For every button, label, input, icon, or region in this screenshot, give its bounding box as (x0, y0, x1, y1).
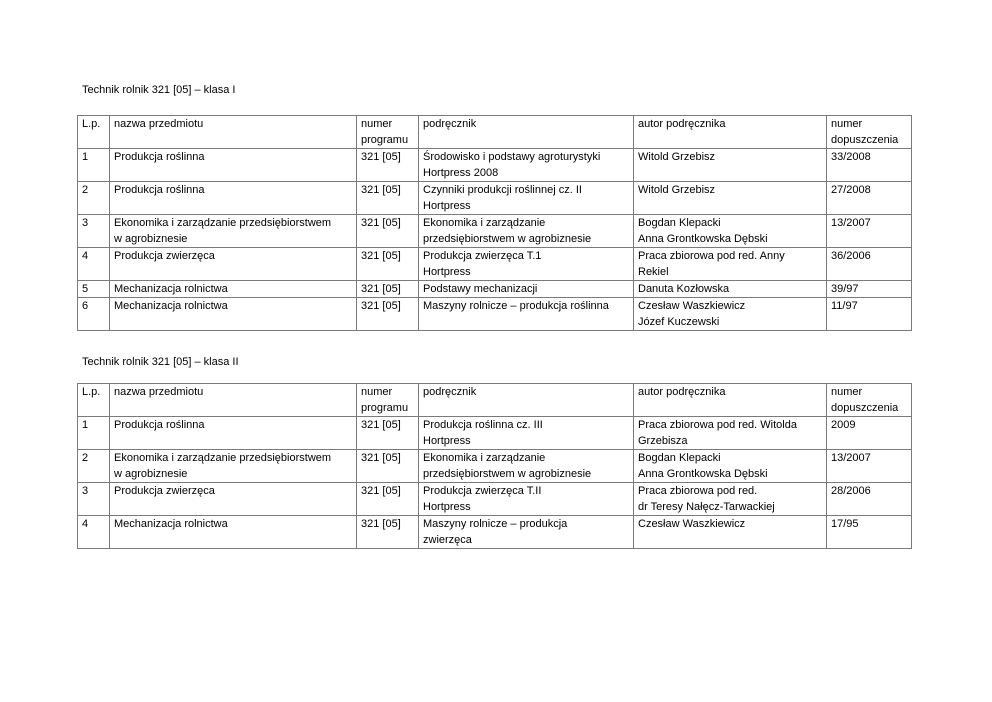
cell-approval-number-text: 17/95 (831, 518, 859, 530)
cell-author (634, 182, 827, 215)
header-approval-number: numer dopuszczenia (827, 116, 912, 149)
cell-textbook-text: Ekonomika i zarządzanie przedsiębiorstwem w agrobiznesie (423, 452, 592, 480)
cell-lp-text: 1 (82, 419, 89, 431)
cell-lp-text: 3 (82, 485, 89, 497)
header-author: autor podręcznika (634, 116, 827, 149)
cell-approval-number (827, 483, 912, 516)
cell-program-number-text: 321 [05] (361, 184, 401, 196)
cell-textbook (419, 483, 634, 516)
cell-textbook (419, 215, 634, 248)
cell-subject (110, 298, 357, 331)
cell-subject-text: Mechanizacja rolnictwa (114, 300, 228, 312)
cell-approval-number-text: 11/97 (831, 300, 858, 312)
cell-program-number (357, 182, 419, 215)
cell-lp (78, 483, 110, 516)
header-textbook: podręcznik (419, 116, 634, 149)
table-row (78, 149, 912, 182)
header-textbook: podręcznik (419, 384, 634, 417)
cell-lp (78, 182, 110, 215)
cell-program-number (357, 281, 419, 298)
cell-subject (110, 417, 357, 450)
cell-program-number-text: 321 [05] (361, 518, 401, 530)
cell-lp-text: 2 (82, 452, 89, 464)
textbook-table-klasa-1 (77, 115, 912, 331)
cell-subject (110, 182, 357, 215)
cell-program-number-text: 321 [05] (361, 419, 401, 431)
header-approval-number: numer dopuszczenia (827, 384, 912, 417)
cell-subject-text: Mechanizacja rolnictwa (114, 283, 228, 295)
cell-author-text: Danuta Kozłowska (638, 283, 730, 295)
cell-lp-text: 1 (82, 151, 89, 163)
table-header-row (78, 116, 912, 149)
header-lp: L.p. (78, 116, 110, 149)
cell-approval-number (827, 248, 912, 281)
cell-program-number (357, 298, 419, 331)
cell-approval-number (827, 298, 912, 331)
cell-lp-text: 3 (82, 217, 89, 229)
cell-lp (78, 248, 110, 281)
cell-textbook-text: Produkcja zwierzęca T.II Hortpress (423, 485, 542, 513)
cell-lp (78, 281, 110, 298)
cell-approval-number (827, 182, 912, 215)
cell-approval-number-text: 2009 (831, 419, 856, 431)
cell-program-number (357, 215, 419, 248)
cell-author-text: Witold Grzebisz (638, 184, 716, 196)
header-program-number: numer programu (357, 384, 419, 417)
cell-program-number-text: 321 [05] (361, 217, 401, 229)
cell-approval-number-text: 13/2007 (831, 452, 871, 464)
cell-program-number-text: 321 [05] (361, 250, 401, 262)
cell-textbook (419, 248, 634, 281)
cell-textbook-text: Podstawy mechanizacji (423, 283, 538, 295)
cell-textbook (419, 298, 634, 331)
cell-author (634, 149, 827, 182)
cell-subject-text: Ekonomika i zarządzanie przedsiębiorstwem w agrobiznesie (114, 217, 332, 245)
table-row (78, 248, 912, 281)
cell-subject-text: Produkcja zwierzęca (114, 485, 215, 497)
cell-approval-number (827, 215, 912, 248)
cell-approval-number-text: 27/2008 (831, 184, 871, 196)
cell-program-number-text: 321 [05] (361, 283, 401, 295)
cell-author-text: Bogdan Klepacki Anna Grontkowska Dębski (638, 452, 768, 480)
cell-lp-text: 2 (82, 184, 89, 196)
section-title-klasa-1: Technik rolnik 321 [05] – klasa I (82, 84, 236, 96)
cell-textbook (419, 281, 634, 298)
cell-author (634, 417, 827, 450)
cell-program-number-text: 321 [05] (361, 151, 401, 163)
cell-author (634, 281, 827, 298)
table-row (78, 298, 912, 331)
cell-program-number-text: 321 [05] (361, 452, 401, 464)
cell-subject (110, 149, 357, 182)
cell-lp (78, 149, 110, 182)
cell-program-number (357, 149, 419, 182)
cell-author-text: Czesław Waszkiewicz Józef Kuczewski (638, 300, 746, 328)
cell-author (634, 450, 827, 483)
cell-program-number-text: 321 [05] (361, 300, 401, 312)
cell-program-number (357, 450, 419, 483)
cell-lp (78, 417, 110, 450)
textbook-table-klasa-2 (77, 383, 912, 549)
cell-textbook-text: Czynniki produkcji roślinnej cz. II Hortpress (423, 184, 582, 212)
header-lp: L.p. (78, 384, 110, 417)
cell-subject (110, 483, 357, 516)
table-row (78, 215, 912, 248)
cell-lp-text: 6 (82, 300, 89, 312)
cell-textbook-text: Ekonomika i zarządzanie przedsiębiorstwem w agrobiznesie (423, 217, 592, 245)
cell-textbook-text: Produkcja roślinna cz. III Hortpress (423, 419, 543, 447)
table-row (78, 483, 912, 516)
cell-textbook-text: Maszyny rolnicze – produkcja roślinna (423, 300, 609, 312)
section-title-klasa-2: Technik rolnik 321 [05] – klasa II (82, 356, 239, 368)
table-row (78, 450, 912, 483)
cell-approval-number-text: 28/2006 (831, 485, 871, 497)
cell-author-text: Praca zbiorowa pod red. Anny Rekiel (638, 250, 785, 278)
cell-subject-text: Produkcja roślinna (114, 419, 205, 431)
cell-lp-text: 4 (82, 518, 89, 530)
cell-textbook (419, 516, 634, 549)
cell-program-number (357, 417, 419, 450)
cell-textbook (419, 417, 634, 450)
header-subject: nazwa przedmiotu (110, 116, 357, 149)
cell-textbook-text: Maszyny rolnicze – produkcja zwierzęca (423, 518, 568, 546)
cell-textbook (419, 450, 634, 483)
cell-author (634, 298, 827, 331)
cell-textbook (419, 149, 634, 182)
cell-author-text: Bogdan Klepacki Anna Grontkowska Dębski (638, 217, 768, 245)
cell-textbook (419, 182, 634, 215)
cell-approval-number (827, 516, 912, 549)
cell-program-number (357, 516, 419, 549)
cell-subject (110, 215, 357, 248)
cell-subject (110, 516, 357, 549)
cell-approval-number (827, 149, 912, 182)
cell-author (634, 483, 827, 516)
cell-approval-number (827, 450, 912, 483)
cell-subject-text: Produkcja roślinna (114, 151, 205, 163)
cell-subject (110, 281, 357, 298)
cell-author-text: Praca zbiorowa pod red. Witolda Grzebisza (638, 419, 797, 447)
cell-author-text: Witold Grzebisz (638, 151, 716, 163)
cell-approval-number-text: 13/2007 (831, 217, 871, 229)
cell-program-number (357, 483, 419, 516)
cell-author (634, 248, 827, 281)
cell-lp-text: 4 (82, 250, 89, 262)
cell-approval-number (827, 281, 912, 298)
table-row (78, 281, 912, 298)
header-author: autor podręcznika (634, 384, 827, 417)
cell-author-text: Czesław Waszkiewicz (638, 518, 746, 530)
cell-approval-number-text: 36/2006 (831, 250, 871, 262)
cell-program-number-text: 321 [05] (361, 485, 401, 497)
cell-subject-text: Ekonomika i zarządzanie przedsiębiorstwem w agrobiznesie (114, 452, 332, 480)
header-subject: nazwa przedmiotu (110, 384, 357, 417)
cell-approval-number-text: 39/97 (831, 283, 859, 295)
cell-approval-number-text: 33/2008 (831, 151, 871, 163)
table-row (78, 417, 912, 450)
cell-author-text: Praca zbiorowa pod red. dr Teresy Nałęcz-Tarwackiej (638, 485, 775, 513)
cell-subject-text: Produkcja zwierzęca (114, 250, 215, 262)
cell-lp (78, 298, 110, 331)
cell-lp (78, 215, 110, 248)
cell-textbook-text: Środowisko i podstawy agroturystyki Hortpress 2008 (423, 151, 601, 179)
cell-subject (110, 248, 357, 281)
cell-approval-number (827, 417, 912, 450)
table-header-row (78, 384, 912, 417)
cell-textbook-text: Produkcja zwierzęca T.1 Hortpress (423, 250, 542, 278)
cell-author (634, 215, 827, 248)
table-row (78, 182, 912, 215)
cell-subject (110, 450, 357, 483)
table-row (78, 516, 912, 549)
header-program-number: numer programu (357, 116, 419, 149)
cell-lp (78, 450, 110, 483)
cell-author (634, 516, 827, 549)
cell-lp (78, 516, 110, 549)
cell-subject-text: Mechanizacja rolnictwa (114, 518, 228, 530)
cell-program-number (357, 248, 419, 281)
cell-lp-text: 5 (82, 283, 89, 295)
cell-subject-text: Produkcja roślinna (114, 184, 205, 196)
